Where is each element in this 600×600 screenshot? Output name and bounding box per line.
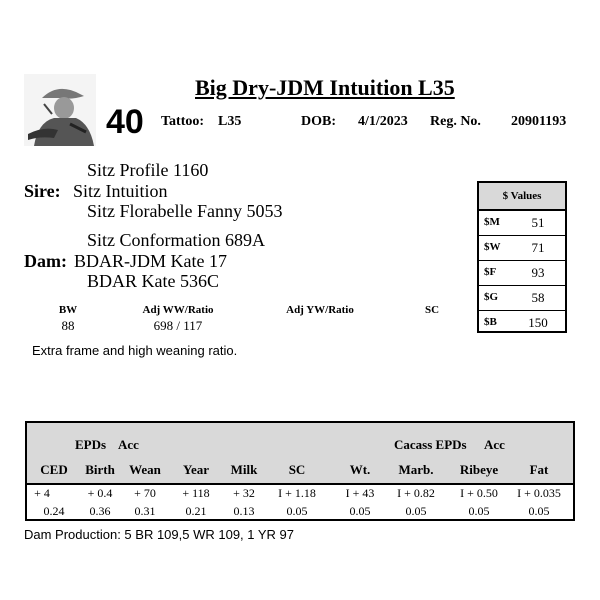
epd-table — [25, 421, 575, 521]
acc-value: 0.05 — [528, 504, 550, 518]
sire-sire: Sitz Profile 1160 — [87, 160, 209, 180]
value-number: 150 — [528, 315, 548, 330]
reg-value: 20901193 — [511, 114, 567, 129]
epd-col-header: CED — [40, 462, 68, 477]
value-number: 93 — [531, 265, 545, 280]
dam-name: BDAR-JDM Kate 17 — [74, 251, 227, 271]
acc-value: 0.05 — [405, 504, 427, 518]
dollar-values-title: $ Values — [479, 183, 565, 211]
epd-value: + 118 — [182, 486, 210, 500]
epd-col-header: Wt. — [349, 462, 371, 477]
value-row — [479, 261, 565, 286]
value-number: 58 — [531, 290, 545, 305]
epd-col-header: Marb. — [398, 462, 434, 477]
epd-col-header: SC — [288, 462, 306, 477]
animal-name: Big Dry-JDM Intuition L35 — [195, 75, 455, 100]
cowboy-logo-icon — [24, 74, 96, 146]
sc-label: SC — [424, 304, 440, 316]
lot-number: 40 — [106, 103, 144, 141]
acc-value: 0.31 — [134, 504, 156, 518]
value-label: $B — [484, 316, 497, 328]
ww-label: Adj WW/Ratio — [142, 304, 214, 316]
epd-col-header: Milk — [230, 462, 258, 477]
comment: Extra frame and high weaning ratio. — [32, 343, 238, 358]
tattoo-value: L35 — [218, 114, 242, 129]
dob-value: 4/1/2023 — [358, 114, 408, 129]
epd-col-header: Year — [183, 462, 209, 477]
acc-value: 0.21 — [185, 504, 207, 518]
epd-value: I + 0.035 — [517, 486, 561, 500]
dam-dam: BDAR Kate 536C — [87, 271, 219, 291]
value-number: 51 — [531, 215, 545, 230]
acc-value: 0.36 — [89, 504, 111, 518]
value-label: $W — [484, 241, 501, 253]
epd-col-header: Ribeye — [459, 462, 499, 477]
epd-group-label: EPDs — [75, 437, 107, 452]
tattoo-label: Tattoo: — [161, 114, 205, 129]
carcass-group-acc: Acc — [484, 437, 505, 452]
dam-sire: Sitz Conformation 689A — [87, 230, 265, 250]
reg-label: Reg. No. — [430, 114, 481, 129]
acc-value: 0.24 — [43, 504, 65, 518]
dam-label: Dam: — [24, 251, 67, 271]
epd-value: I + 1.18 — [278, 486, 316, 500]
epd-group-acc: Acc — [118, 437, 139, 452]
sire-dam: Sitz Florabelle Fanny 5053 — [87, 201, 283, 221]
acc-value: 0.13 — [233, 504, 255, 518]
epd-col-header: Birth — [85, 462, 115, 477]
value-number: 71 — [531, 240, 545, 255]
value-label: $F — [484, 266, 497, 278]
acc-value: 0.05 — [349, 504, 371, 518]
ww-value: 698 / 117 — [153, 318, 203, 333]
logo — [24, 74, 96, 146]
dollar-values-box — [477, 181, 567, 333]
value-row — [479, 286, 565, 311]
bw-label: BW — [58, 304, 78, 316]
value-label: $M — [484, 216, 500, 228]
dob-label: DOB: — [301, 114, 336, 129]
value-row — [479, 211, 565, 236]
sire-label: Sire: — [24, 181, 61, 201]
dam-production: Dam Production: 5 BR 109,5 WR 109, 1 YR 97 — [24, 527, 295, 542]
epd-value: I + 0.50 — [460, 486, 498, 500]
acc-value: 0.05 — [286, 504, 308, 518]
epd-value: + 0.4 — [87, 486, 113, 500]
epd-col-header: Wean — [129, 462, 161, 477]
value-row — [479, 311, 565, 335]
value-row — [479, 236, 565, 261]
yw-label: Adj YW/Ratio — [286, 304, 354, 316]
epd-value: + 4 — [34, 486, 50, 500]
bw-value: 88 — [61, 318, 75, 333]
value-label: $G — [484, 291, 499, 303]
epd-value: I + 0.82 — [397, 486, 435, 500]
epd-value: I + 43 — [345, 486, 375, 500]
acc-value: 0.05 — [468, 504, 490, 518]
epd-value: + 32 — [233, 486, 255, 500]
sire-name: Sitz Intuition — [73, 181, 168, 201]
epd-value: + 70 — [134, 486, 156, 500]
epd-col-header: Fat — [529, 462, 549, 477]
carcass-group-label: Cacass EPDs — [394, 437, 467, 452]
